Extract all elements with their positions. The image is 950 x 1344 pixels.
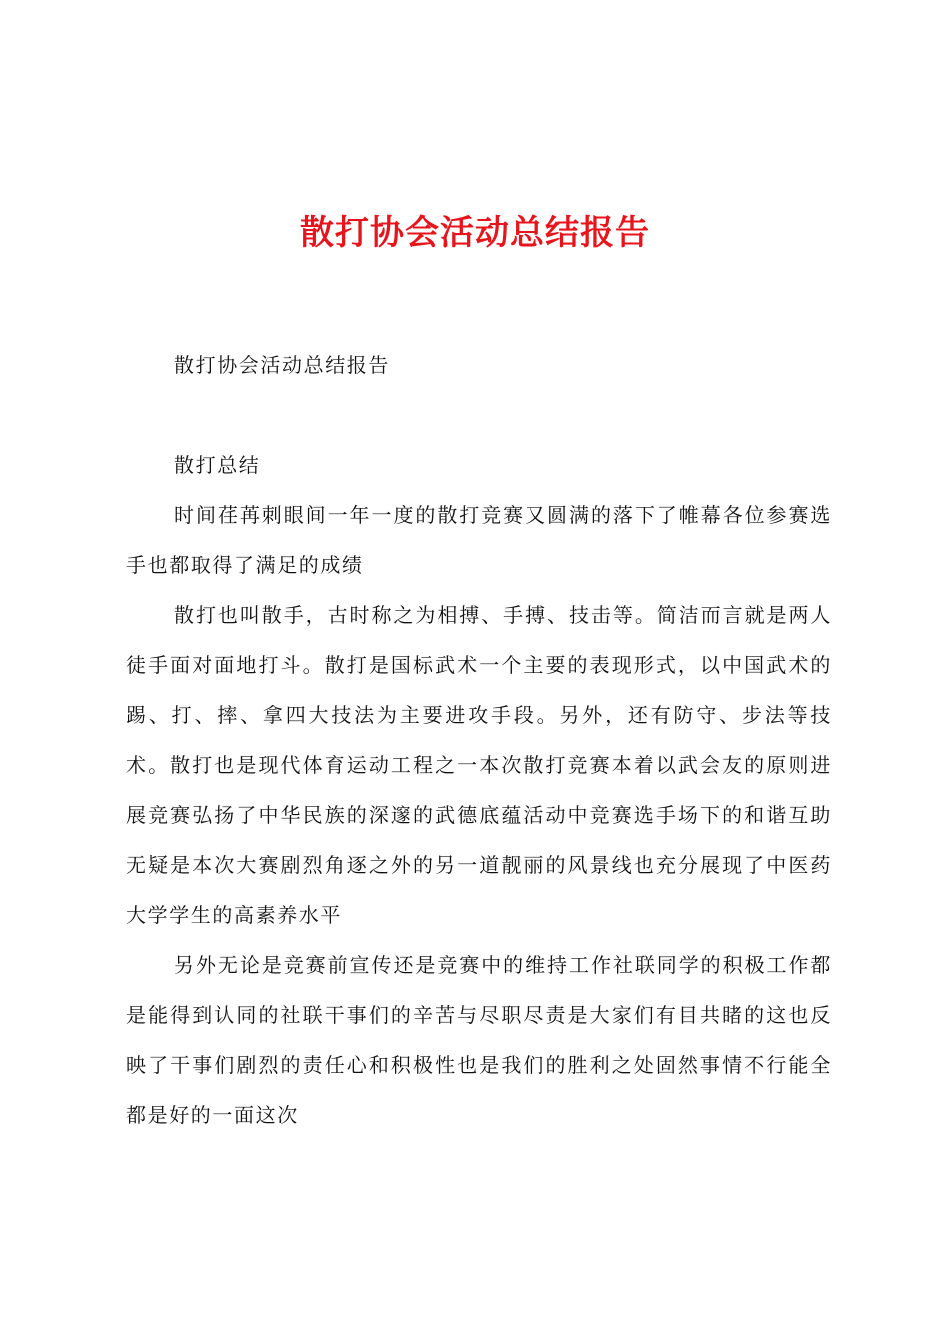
- paragraph: 另外无论是竞赛前宣传还是竞赛中的维持工作社联同学的积极工作都是能得到认同的社联干事们的辛苦与尽职尽责是大家们有目共睹的这也反映了干事们剧烈的责任心和积极性也是我们的胜利之处固然事情不行能全都是好的一面这次: [126, 953, 832, 1127]
- document-title: 散打协会活动总结报告: [300, 213, 650, 253]
- paragraph: 散打也叫散手，古时称之为相搏、手搏、技击等。简洁而言就是两人徒手面对面地打斗。散打是国标武术一个主要的表现形式，以中国武术的踢、打、摔、拿四大技法为主要进攻手段。另外，还有防守、步法等技术。散打也是现代体育运动工程之一本次散打竞赛本着以武会友的原则进展竞赛弘扬了中华民族的深邃的武德底蕴活动中竞赛选手场下的和谐互助无疑是本次大赛剧烈角逐之外的另一道靓丽的风景线也充分展现了中医药大学学生的高素养水平: [126, 603, 832, 927]
- body-paragraphs: [126, 490, 832, 1140]
- paragraph: 时间荏苒刺眼间一年一度的散打竞赛又圆满的落下了帷幕各位参赛选手也都取得了满足的成绩: [126, 503, 832, 577]
- document-subtitle: [126, 340, 832, 390]
- section-heading-text: 散打总结: [174, 453, 261, 477]
- subtitle-text: 散打协会活动总结报告: [174, 353, 390, 377]
- section-heading: [126, 440, 832, 490]
